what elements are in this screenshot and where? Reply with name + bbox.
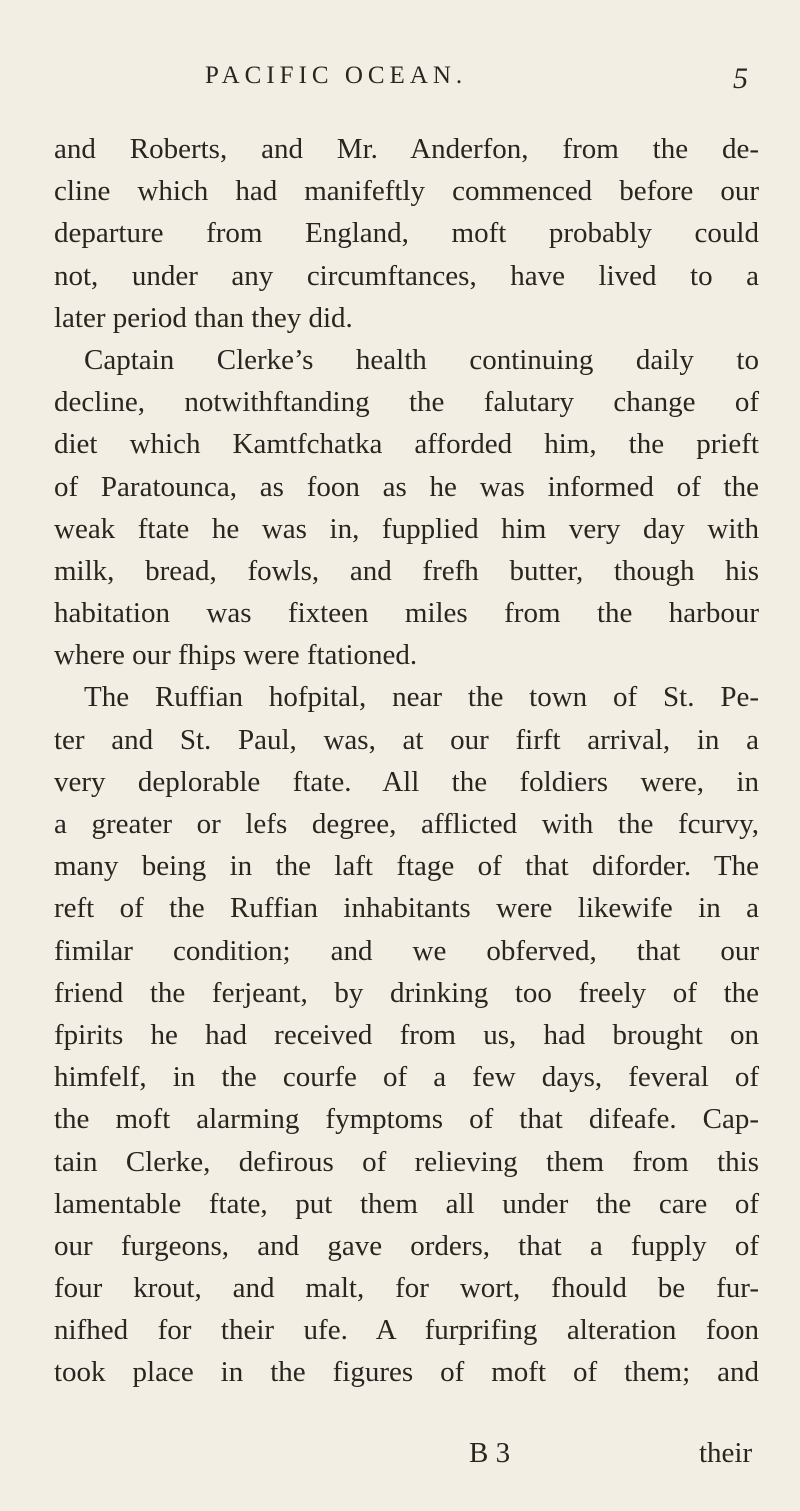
text-line: friend the ferjeant, by drinking too freely of the: [54, 976, 759, 1009]
page-footer: [0, 1432, 800, 1474]
text-line: nifhed for their ufe. A furprifing alteration foon: [54, 1314, 759, 1347]
text-line: not, under any circumftances, have lived to a: [54, 259, 759, 292]
running-head: [0, 62, 800, 102]
text-line: himfelf, in the courfe of a few days, feveral of: [54, 1061, 759, 1094]
text-line: lamentable ftate, put them all under the care of: [54, 1187, 759, 1220]
text-line: weak ftate he was in, fupplied him very day with: [54, 512, 759, 545]
text-line: where our fhips were ftationed.: [54, 639, 418, 672]
catchword: their: [699, 1437, 753, 1469]
text-line: our furgeons, and gave orders, that a fupply of: [54, 1229, 759, 1262]
text-line: The Ruffian hofpital, near the town of St. Pe-: [84, 681, 759, 714]
text-line: milk, bread, fowls, and frefh butter, though his: [54, 554, 759, 587]
text-line: habitation was fixteen miles from the harbour: [54, 597, 759, 630]
text-line: four krout, and malt, for wort, fhould be fur-: [54, 1272, 759, 1305]
text-line: and Roberts, and Mr. Anderfon, from the de-: [54, 133, 759, 165]
text-line: tain Clerke, defirous of relieving them from this: [54, 1145, 759, 1178]
text-line: a greater or lefs degree, afflicted with the fcurvy,: [54, 808, 759, 840]
body-text: [54, 128, 759, 1394]
running-title: PACIFIC OCEAN.: [205, 62, 468, 89]
text-line: Captain Clerke’s health continuing daily to: [84, 343, 759, 376]
text-line: fpirits he had received from us, had brought on: [54, 1018, 759, 1051]
text-line: very deplorable ftate. All the foldiers were, in: [54, 765, 759, 798]
text-line: the moft alarming fymptoms of that difeafe. Cap-: [54, 1103, 759, 1136]
text-line: ter and St. Paul, was, at our firft arrival, in a: [54, 723, 759, 756]
signature-mark: B 3: [469, 1437, 511, 1469]
text-line: departure from England, moft probably could: [54, 217, 759, 250]
text-line: diet which Kamtfchatka afforded him, the prieft: [54, 428, 759, 461]
text-line: took place in the figures of moft of them; and: [54, 1356, 759, 1389]
text-line: of Paratounca, as foon as he was informed of the: [54, 470, 759, 503]
page-number: 5: [733, 62, 748, 95]
text-line: many being in the laft ftage of that diforder. The: [54, 850, 759, 883]
text-line: decline, notwithftanding the falutary change of: [54, 386, 759, 419]
text-line: reft of the Ruffian inhabitants were likewife in a: [54, 892, 759, 925]
text-line: later period than they did.: [54, 301, 353, 334]
text-line: fimilar condition; and we obferved, that our: [54, 934, 759, 967]
text-line: cline which had manifeftly commenced before our: [54, 175, 759, 208]
